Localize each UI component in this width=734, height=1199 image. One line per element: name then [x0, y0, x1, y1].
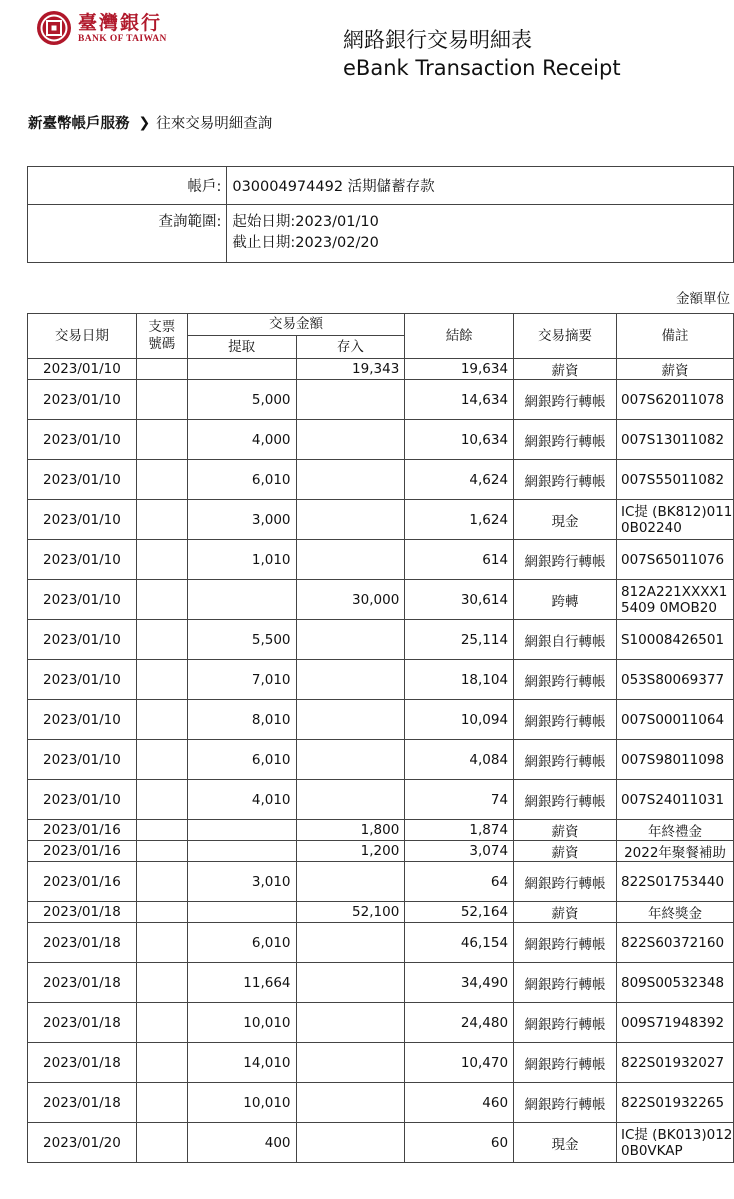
- cell-date: 2023/01/10: [28, 540, 137, 580]
- cell-deposit: [296, 460, 405, 500]
- breadcrumb-section[interactable]: 新臺幣帳戶服務: [28, 116, 130, 132]
- cell-deposit: 1,200: [296, 841, 405, 862]
- table-header-row: [28, 314, 734, 336]
- cell-date: 2023/01/10: [28, 620, 137, 660]
- cell-withdraw: [187, 359, 296, 380]
- range-label: 查詢範圍:: [28, 205, 227, 263]
- cell-check-no: [136, 1003, 187, 1043]
- cell-description: 網銀跨行轉帳: [514, 660, 617, 700]
- cell-withdraw: 4,000: [187, 420, 296, 460]
- cell-balance: 4,084: [405, 740, 514, 780]
- cell-description: 網銀跨行轉帳: [514, 780, 617, 820]
- cell-date: 2023/01/10: [28, 780, 137, 820]
- cell-deposit: [296, 540, 405, 580]
- cell-check-no: [136, 1043, 187, 1083]
- cell-memo: IC提 (BK013)0120B0VKAP: [616, 1123, 733, 1163]
- cell-balance: 614: [405, 540, 514, 580]
- table-row: [28, 620, 734, 660]
- table-row: [28, 460, 734, 500]
- cell-date: 2023/01/10: [28, 580, 137, 620]
- cell-deposit: [296, 700, 405, 740]
- cell-withdraw: 14,010: [187, 1043, 296, 1083]
- account-info-table: [27, 166, 734, 263]
- cell-check-no: [136, 359, 187, 380]
- cell-description: 現金: [514, 500, 617, 540]
- cell-deposit: [296, 420, 405, 460]
- cell-check-no: [136, 740, 187, 780]
- cell-date: 2023/01/18: [28, 1003, 137, 1043]
- cell-balance: 10,094: [405, 700, 514, 740]
- account-row: [28, 167, 734, 205]
- cell-memo: IC提 (BK812)0110B02240: [616, 500, 733, 540]
- cell-memo: 822S01753440: [616, 862, 733, 902]
- cell-withdraw: [187, 820, 296, 841]
- cell-deposit: 1,800: [296, 820, 405, 841]
- cell-withdraw: 7,010: [187, 660, 296, 700]
- cell-description: 網銀自行轉帳: [514, 620, 617, 660]
- range-row: [28, 205, 734, 263]
- cell-date: 2023/01/18: [28, 1083, 137, 1123]
- cell-date: 2023/01/10: [28, 700, 137, 740]
- cell-check-no: [136, 620, 187, 660]
- transaction-rows: [28, 359, 734, 1163]
- cell-memo: 822S01932027: [616, 1043, 733, 1083]
- bank-name-en: BANK OF TAIWAN: [78, 33, 167, 44]
- bank-name-zh: 臺灣銀行: [78, 11, 163, 34]
- cell-memo: 007S98011098: [616, 740, 733, 780]
- cell-withdraw: [187, 902, 296, 923]
- title-zh: 網路銀行交易明細表: [343, 28, 532, 52]
- cell-description: 現金: [514, 1123, 617, 1163]
- cell-date: 2023/01/18: [28, 963, 137, 1003]
- cell-withdraw: 3,010: [187, 862, 296, 902]
- table-row: [28, 1003, 734, 1043]
- cell-description: 網銀跨行轉帳: [514, 700, 617, 740]
- cell-description: 網銀跨行轉帳: [514, 963, 617, 1003]
- table-row: [28, 540, 734, 580]
- cell-withdraw: 5,000: [187, 380, 296, 420]
- cell-date: 2023/01/10: [28, 500, 137, 540]
- header-withdraw: 提取: [187, 336, 296, 359]
- cell-description: 跨轉: [514, 580, 617, 620]
- table-row: [28, 359, 734, 380]
- table-row: [28, 1083, 734, 1123]
- cell-deposit: [296, 963, 405, 1003]
- cell-description: 網銀跨行轉帳: [514, 380, 617, 420]
- cell-check-no: [136, 700, 187, 740]
- cell-balance: 64: [405, 862, 514, 902]
- cell-check-no: [136, 660, 187, 700]
- cell-memo: 822S01932265: [616, 1083, 733, 1123]
- cell-deposit: [296, 660, 405, 700]
- table-row: [28, 1043, 734, 1083]
- cell-balance: 14,634: [405, 380, 514, 420]
- cell-memo: 薪資: [616, 359, 733, 380]
- cell-description: 薪資: [514, 359, 617, 380]
- cell-date: 2023/01/10: [28, 660, 137, 700]
- cell-withdraw: 8,010: [187, 700, 296, 740]
- cell-memo: 2022年聚餐補助: [616, 841, 733, 862]
- cell-check-no: [136, 963, 187, 1003]
- header-description: 交易摘要: [514, 314, 617, 359]
- chevron-right-icon: ❯: [138, 114, 151, 131]
- account-value: 030004974492 活期儲蓄存款: [227, 167, 734, 205]
- amount-unit-label: 金額單位: [676, 291, 730, 307]
- table-row: [28, 740, 734, 780]
- cell-date: 2023/01/16: [28, 862, 137, 902]
- cell-description: 網銀跨行轉帳: [514, 1083, 617, 1123]
- cell-check-no: [136, 500, 187, 540]
- cell-check-no: [136, 1123, 187, 1163]
- cell-date: 2023/01/10: [28, 359, 137, 380]
- breadcrumb-page: 往來交易明細查詢: [156, 116, 273, 132]
- cell-deposit: [296, 1123, 405, 1163]
- cell-balance: 3,074: [405, 841, 514, 862]
- cell-withdraw: 10,010: [187, 1003, 296, 1043]
- title-en: eBank Transaction Receipt: [343, 56, 621, 80]
- cell-description: 網銀跨行轉帳: [514, 1043, 617, 1083]
- cell-withdraw: 3,000: [187, 500, 296, 540]
- breadcrumb: [28, 112, 272, 133]
- cell-balance: 18,104: [405, 660, 514, 700]
- cell-withdraw: 400: [187, 1123, 296, 1163]
- range-value: [227, 205, 734, 263]
- cell-withdraw: [187, 580, 296, 620]
- transaction-table: [27, 313, 734, 1163]
- cell-description: 網銀跨行轉帳: [514, 540, 617, 580]
- cell-date: 2023/01/10: [28, 740, 137, 780]
- cell-memo: 812A221XXXX15409 0MOB20: [616, 580, 733, 620]
- cell-date: 2023/01/20: [28, 1123, 137, 1163]
- cell-deposit: [296, 620, 405, 660]
- cell-withdraw: 6,010: [187, 923, 296, 963]
- cell-balance: 74: [405, 780, 514, 820]
- cell-description: 網銀跨行轉帳: [514, 460, 617, 500]
- table-row: [28, 1123, 734, 1163]
- cell-deposit: [296, 923, 405, 963]
- cell-balance: 460: [405, 1083, 514, 1123]
- table-row: [28, 780, 734, 820]
- cell-date: 2023/01/16: [28, 841, 137, 862]
- table-row: [28, 380, 734, 420]
- cell-balance: 10,470: [405, 1043, 514, 1083]
- cell-memo: 007S62011078: [616, 380, 733, 420]
- cell-balance: 25,114: [405, 620, 514, 660]
- bank-logo: [36, 10, 167, 46]
- header-memo: 備註: [616, 314, 733, 359]
- cell-memo: 007S00011064: [616, 700, 733, 740]
- cell-memo: 007S65011076: [616, 540, 733, 580]
- cell-date: 2023/01/18: [28, 1043, 137, 1083]
- cell-deposit: [296, 500, 405, 540]
- bank-seal-icon: [36, 10, 72, 46]
- cell-date: 2023/01/18: [28, 902, 137, 923]
- cell-description: 網銀跨行轉帳: [514, 1003, 617, 1043]
- cell-check-no: [136, 841, 187, 862]
- cell-deposit: [296, 740, 405, 780]
- cell-withdraw: 6,010: [187, 460, 296, 500]
- cell-check-no: [136, 862, 187, 902]
- cell-memo: 年終禮金: [616, 820, 733, 841]
- table-row: [28, 420, 734, 460]
- cell-date: 2023/01/18: [28, 923, 137, 963]
- cell-withdraw: 6,010: [187, 740, 296, 780]
- cell-check-no: [136, 902, 187, 923]
- cell-description: 網銀跨行轉帳: [514, 923, 617, 963]
- table-row: [28, 902, 734, 923]
- cell-deposit: 52,100: [296, 902, 405, 923]
- table-row: [28, 923, 734, 963]
- cell-check-no: [136, 380, 187, 420]
- cell-description: 網銀跨行轉帳: [514, 420, 617, 460]
- page-title: [343, 26, 621, 82]
- cell-deposit: [296, 1043, 405, 1083]
- cell-memo: 053S80069377: [616, 660, 733, 700]
- cell-balance: 60: [405, 1123, 514, 1163]
- account-label: 帳戶:: [28, 167, 227, 205]
- cell-memo: 年終獎金: [616, 902, 733, 923]
- table-row: [28, 841, 734, 862]
- table-row: [28, 820, 734, 841]
- table-row: [28, 580, 734, 620]
- cell-withdraw: 10,010: [187, 1083, 296, 1123]
- cell-withdraw: 1,010: [187, 540, 296, 580]
- cell-deposit: 30,000: [296, 580, 405, 620]
- cell-balance: 34,490: [405, 963, 514, 1003]
- cell-check-no: [136, 923, 187, 963]
- table-row: [28, 700, 734, 740]
- cell-memo: 007S13011082: [616, 420, 733, 460]
- cell-check-no: [136, 420, 187, 460]
- cell-deposit: 19,343: [296, 359, 405, 380]
- header-balance: 結餘: [405, 314, 514, 359]
- cell-withdraw: 5,500: [187, 620, 296, 660]
- header-deposit: 存入: [296, 336, 405, 359]
- cell-deposit: [296, 1083, 405, 1123]
- cell-memo: 809S00532348: [616, 963, 733, 1003]
- cell-withdraw: [187, 841, 296, 862]
- cell-balance: 10,634: [405, 420, 514, 460]
- table-row: [28, 963, 734, 1003]
- cell-deposit: [296, 862, 405, 902]
- cell-balance: 52,164: [405, 902, 514, 923]
- header-check-no: 支票號碼: [136, 314, 187, 359]
- cell-date: 2023/01/10: [28, 380, 137, 420]
- range-end: 截止日期:2023/02/20: [232, 235, 379, 251]
- cell-check-no: [136, 1083, 187, 1123]
- cell-balance: 46,154: [405, 923, 514, 963]
- header-date: 交易日期: [28, 314, 137, 359]
- cell-balance: 24,480: [405, 1003, 514, 1043]
- cell-deposit: [296, 1003, 405, 1043]
- cell-description: 網銀跨行轉帳: [514, 862, 617, 902]
- cell-balance: 30,614: [405, 580, 514, 620]
- cell-description: 網銀跨行轉帳: [514, 740, 617, 780]
- cell-balance: 1,624: [405, 500, 514, 540]
- range-start: 起始日期:2023/01/10: [232, 214, 379, 230]
- header-amount: 交易金額: [187, 314, 405, 336]
- cell-memo: S10008426501: [616, 620, 733, 660]
- cell-description: 薪資: [514, 820, 617, 841]
- cell-memo: 009S71948392: [616, 1003, 733, 1043]
- cell-memo: 822S60372160: [616, 923, 733, 963]
- cell-memo: 007S24011031: [616, 780, 733, 820]
- cell-balance: 4,624: [405, 460, 514, 500]
- cell-memo: 007S55011082: [616, 460, 733, 500]
- cell-date: 2023/01/16: [28, 820, 137, 841]
- cell-withdraw: 11,664: [187, 963, 296, 1003]
- cell-balance: 19,634: [405, 359, 514, 380]
- cell-check-no: [136, 820, 187, 841]
- cell-check-no: [136, 580, 187, 620]
- table-row: [28, 660, 734, 700]
- cell-date: 2023/01/10: [28, 420, 137, 460]
- table-row: [28, 862, 734, 902]
- cell-deposit: [296, 380, 405, 420]
- cell-check-no: [136, 780, 187, 820]
- cell-description: 薪資: [514, 902, 617, 923]
- cell-date: 2023/01/10: [28, 460, 137, 500]
- cell-check-no: [136, 540, 187, 580]
- cell-deposit: [296, 780, 405, 820]
- table-row: [28, 500, 734, 540]
- cell-withdraw: 4,010: [187, 780, 296, 820]
- cell-check-no: [136, 460, 187, 500]
- cell-balance: 1,874: [405, 820, 514, 841]
- cell-description: 薪資: [514, 841, 617, 862]
